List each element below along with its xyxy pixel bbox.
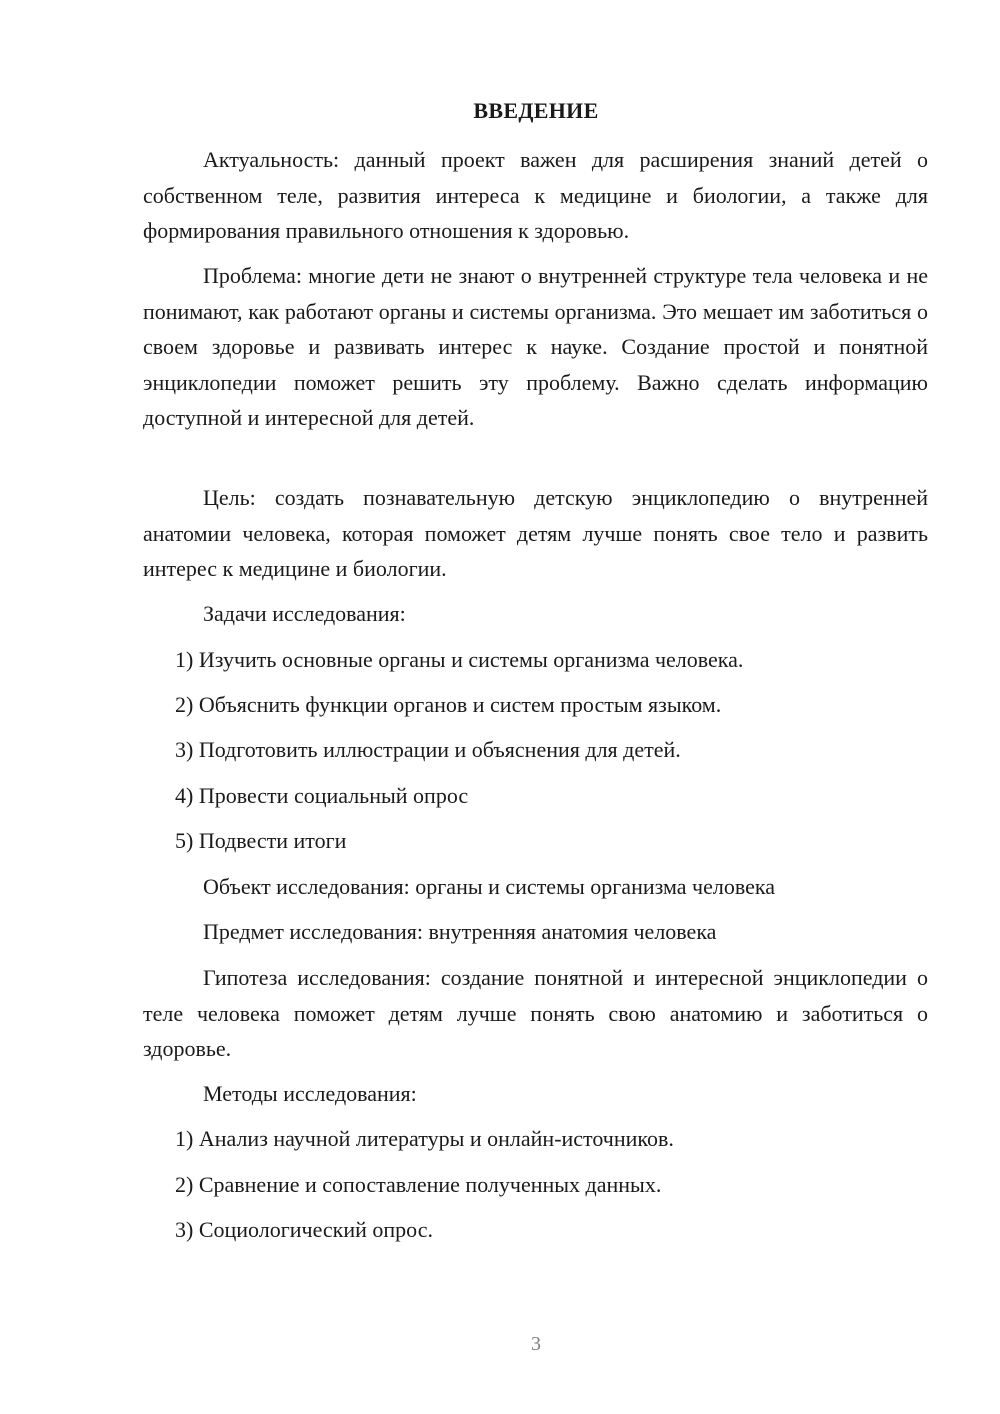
method-item: 3) Социологический опрос. [175, 1217, 433, 1242]
research-object: Объект исследования: органы и системы организма человека [203, 874, 775, 899]
goal-paragraph: Цель: создать познавательную детскую энциклопедию о внутренней анатомии человека, которая поможет детям лучше понять свое тело и развить интерес к медицине и биологии. [143, 485, 928, 581]
task-item: 3) Подготовить иллюстрации и объяснения для детей. [175, 737, 681, 762]
tasks-heading: Задачи исследования: [203, 601, 406, 626]
research-subject: Предмет исследования: внутренняя анатомия человека [203, 919, 717, 944]
hypothesis-paragraph: Гипотеза исследования: создание понятной и интересной энциклопедии о теле человека поможет детям лучше понять свою анатомию и заботиться о здоровье. [143, 965, 928, 1061]
section-title: ВВЕДЕНИЕ [473, 98, 599, 123]
page-number: 3 [531, 1333, 541, 1355]
relevance-paragraph: Актуальность: данный проект важен для расширения знаний детей о собственном теле, развития интереса к медицине и биологии, а также для формирования правильного отношения к здоровью. [143, 147, 928, 243]
task-item: 1) Изучить основные органы и системы организма человека. [175, 647, 744, 672]
methods-heading: Методы исследования: [203, 1081, 417, 1106]
method-item: 2) Сравнение и сопоставление полученных данных. [175, 1172, 662, 1197]
method-item: 1) Анализ научной литературы и онлайн-источников. [175, 1126, 674, 1151]
task-item: 2) Объяснить функции органов и систем простым языком. [175, 692, 722, 717]
task-item: 4) Провести социальный опрос [175, 783, 469, 808]
task-item: 5) Подвести итоги [175, 828, 347, 853]
problem-paragraph: Проблема: многие дети не знают о внутренней структуре тела человека и не понимают, как работают органы и системы организма. Это мешает им заботиться о своем здоровье и развивать интерес к науке. Создание простой и понятной энциклопедии поможет решить эту проблему. Важно сделать информацию доступной и интересной для детей. [143, 263, 928, 430]
